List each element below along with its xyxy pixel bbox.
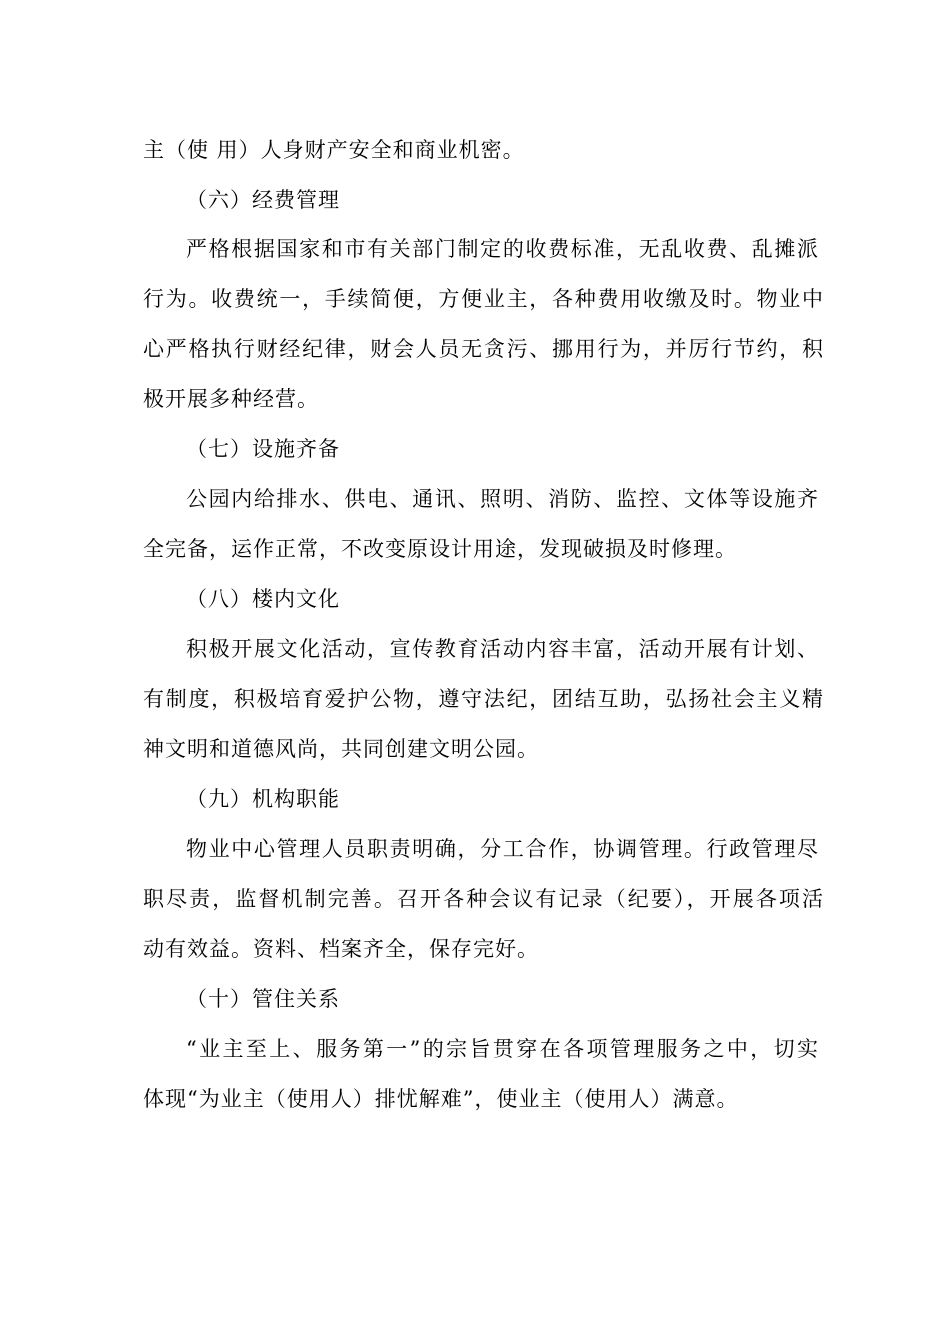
paragraph-line: 主（使 用）人身财产安全和商业机密。 (143, 138, 525, 162)
section-heading: （八）楼内文化 (186, 587, 340, 611)
paragraph-line: 严格根据国家和市有关部门制定的收费标准，无乱收费、乱摊派 (186, 237, 818, 261)
paragraph-line: 动有效益。资料、档案齐全，保存完好。 (143, 937, 539, 961)
paragraph-line: 神文明和道德风尚，共同创建文明公园。 (143, 737, 539, 761)
paragraph-line: 职尽责，监督机制完善。召开各种会议有记录（纪要），开展各项活 (143, 887, 823, 911)
paragraph-line: 心严格执行财经纪律，财会人员无贪污、挪用行为，并厉行节约，积 (143, 337, 823, 361)
paragraph-line: 全完备，运作正常，不改变原设计用途，发现破损及时修理。 (143, 537, 737, 561)
section-heading: （七）设施齐备 (186, 437, 340, 461)
paragraph-line: 有制度，积极培育爱护公物，遵守法纪，团结互助，弘扬社会主义精 (143, 687, 823, 711)
section-heading: （十）管住关系 (186, 987, 340, 1011)
section-heading: （九）机构职能 (186, 787, 340, 811)
paragraph-line: “业主至上、服务第一”的宗旨贯穿在各项管理服务之中，切实 (186, 1037, 818, 1061)
paragraph-line: 公园内给排水、供电、通讯、照明、消防、监控、文体等设施齐 (186, 487, 818, 511)
paragraph-line: 体现“为业主（使用人）排忧解难”，使业主（使用人）满意。 (143, 1087, 739, 1111)
paragraph-line: 积极开展文化活动，宣传教育活动内容丰富，活动开展有计划、 (186, 637, 818, 661)
paragraph-line: 极开展多种经营。 (143, 387, 319, 411)
paragraph-line: 物业中心管理人员职责明确，分工合作，协调管理。行政管理尽 (186, 837, 818, 861)
paragraph-line: 行为。收费统一，手续简便，方便业主，各种费用收缴及时。物业中 (143, 287, 823, 311)
section-heading: （六）经费管理 (186, 188, 340, 212)
